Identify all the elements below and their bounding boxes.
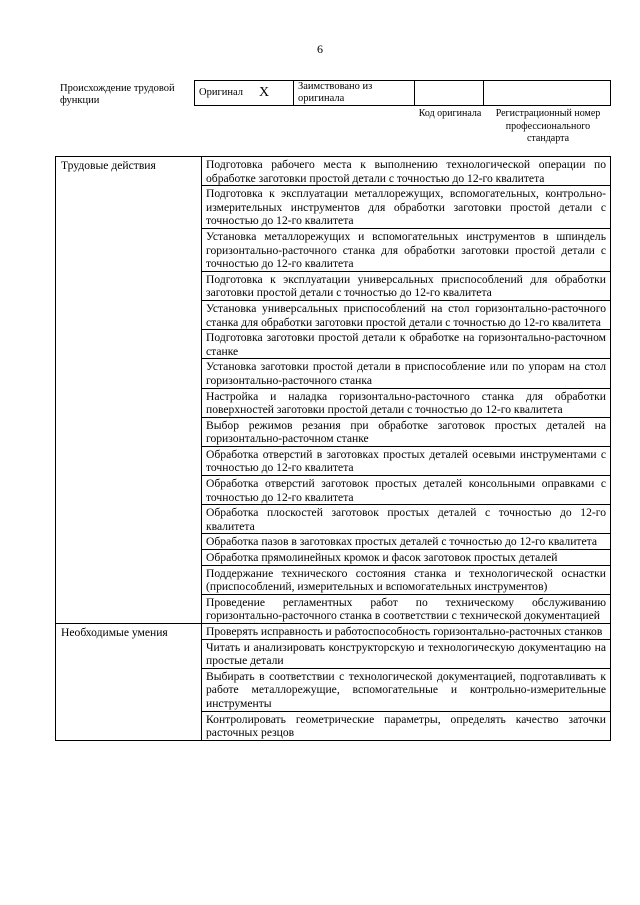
table-cell: Подготовка к эксплуатации металлорежущих, вспомогательных, контрольно-измерительных инструментов для обработки заготовки простой детали с точностью до 12-го квалитета <box>202 186 611 229</box>
original-label: Оригинал <box>195 81 256 106</box>
section-title: Необходимые умения <box>56 624 202 741</box>
table-cell: Обработка прямолинейных кромок и фасок заготовок простых деталей <box>202 550 611 566</box>
table-cell: Обработка отверстий в заготовках простых деталей осевыми инструментами с точностью до 12-го квалитета <box>202 446 611 475</box>
original-code-cell <box>415 81 484 106</box>
table-cell: Обработка пазов в заготовках простых деталей с точностью до 12-го квалитета <box>202 534 611 550</box>
functions-table <box>55 156 611 741</box>
table-cell: Установка заготовки простой детали в приспособление или по упорам на стол горизонтально-расточного станка <box>202 359 611 388</box>
table-row <box>56 624 611 640</box>
table-cell: Установка металлорежущих и вспомогательных инструментов в шпиндель горизонтально-расточного станка для обработки заготовки простой детали с точностью до 12-го квалитета <box>202 228 611 271</box>
table-cell: Читать и анализировать конструкторскую и технологическую документацию на простые детали <box>202 639 611 668</box>
original-mark: X <box>255 81 294 106</box>
table-cell: Подготовка к эксплуатации универсальных приспособлений для обработки заготовки простой детали с точностью до 12-го квалитета <box>202 271 611 300</box>
table-cell: Проведение регламентных работ по техническому обслуживанию горизонтально-расточного станка в соответствии с технической документацией <box>202 594 611 623</box>
table-row <box>56 157 611 186</box>
origin-table <box>194 80 611 106</box>
table-cell: Установка универсальных приспособлений на стол горизонтально-расточного станка для обработки заготовки простой детали с точностью до 12-го квалитета <box>202 300 611 329</box>
borrowed-label: Заимствовано из оригинала <box>294 81 415 106</box>
table-cell: Подготовка рабочего места к выполнению технологической операции по обработке заготовки простой детали с точностью до 12-го квалитета <box>202 157 611 186</box>
table-cell: Поддержание технического состояния станка и технологической оснастки (приспособлений, измерительных и вспомогательных инструментов) <box>202 565 611 594</box>
table-cell: Выбор режимов резания при обработке заготовок простых деталей на горизонтально-расточном станке <box>202 417 611 446</box>
reg-caption: Регистрационный номер профессионального стандарта <box>495 108 601 144</box>
table-cell: Подготовка заготовки простой детали к обработке на горизонтально-расточном станке <box>202 330 611 359</box>
table-cell: Обработка плоскостей заготовок простых деталей с точностью до 12-го квалитета <box>202 505 611 534</box>
section-title: Трудовые действия <box>56 157 202 624</box>
table-cell: Контролировать геометрические параметры, определять качество заточки расточных резцов <box>202 711 611 740</box>
table-cell: Обработка отверстий заготовок простых деталей консольными оправками с точностью до 12-го квалитета <box>202 476 611 505</box>
table-cell: Настройка и наладка горизонтально-расточного станка для обработки поверхностей заготовки простой детали с точностью до 12-го квалитета <box>202 388 611 417</box>
origin-label: Происхождение трудовой функции <box>60 83 175 106</box>
reg-number-cell <box>484 81 611 106</box>
table-cell: Проверять исправность и работоспособность горизонтально-расточных станков <box>202 624 611 640</box>
code-caption: Код оригинала <box>418 108 482 119</box>
page-number: 6 <box>317 42 323 56</box>
table-cell: Выбирать в соответствии с технологической документацией, подготавливать к работе металлорежущие, вспомогательные и контрольно-измерительные инструменты <box>202 668 611 711</box>
